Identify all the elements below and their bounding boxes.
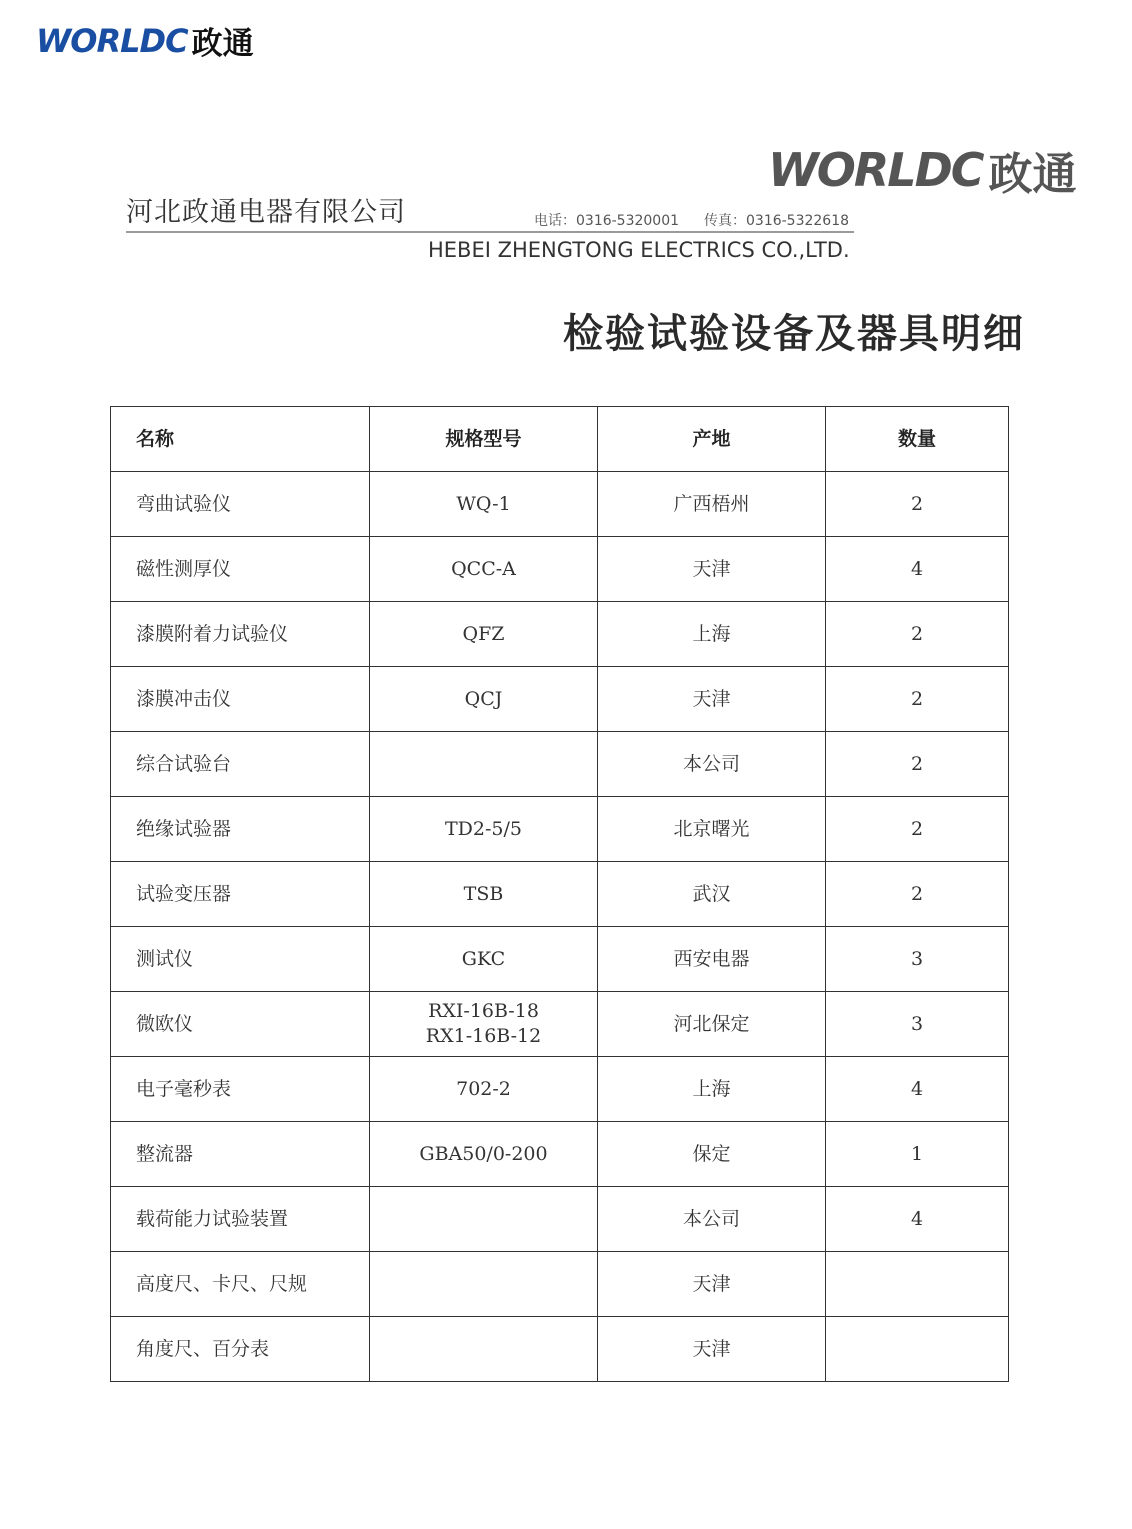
cell-quantity <box>826 1317 1009 1382</box>
cell-model <box>370 992 598 1057</box>
cell-origin: 武汉 <box>598 862 826 927</box>
table-row <box>111 602 1009 667</box>
cell-name: 微欧仪 <box>111 992 370 1057</box>
cell-model <box>370 862 598 927</box>
model-line: TSB <box>463 882 504 905</box>
table-row <box>111 797 1009 862</box>
table-row <box>111 927 1009 992</box>
cell-quantity: 3 <box>826 927 1009 992</box>
cell-origin: 广西梧州 <box>598 472 826 537</box>
cell-origin: 上海 <box>598 1057 826 1122</box>
cell-model <box>370 1122 598 1187</box>
table-row <box>111 732 1009 797</box>
table-row <box>111 472 1009 537</box>
cell-name: 漆膜冲击仪 <box>111 667 370 732</box>
model-line: RX1-16B-12 <box>425 1025 542 1047</box>
model-line: 702-2 <box>456 1077 511 1100</box>
company-name-en: HEBEI ZHENGTONG ELECTRICS CO.,LTD. <box>428 238 850 262</box>
cell-quantity: 2 <box>826 472 1009 537</box>
model-line: QFZ <box>462 622 505 645</box>
fax-number: 传真：0316-5322618 <box>704 213 850 229</box>
cell-name: 高度尺、卡尺、尺规 <box>111 1252 370 1317</box>
cell-name: 磁性测厚仪 <box>111 537 370 602</box>
cell-model <box>370 667 598 732</box>
cell-model <box>370 1057 598 1122</box>
cell-name: 电子毫秒表 <box>111 1057 370 1122</box>
table-row <box>111 862 1009 927</box>
cell-quantity: 4 <box>826 537 1009 602</box>
cell-name: 绝缘试验器 <box>111 797 370 862</box>
cell-origin: 天津 <box>598 667 826 732</box>
header-name: 名称 <box>111 407 370 472</box>
cell-quantity: 2 <box>826 602 1009 667</box>
cell-origin: 北京曙光 <box>598 797 826 862</box>
table-row <box>111 1187 1009 1252</box>
cell-quantity: 2 <box>826 667 1009 732</box>
cell-quantity: 2 <box>826 732 1009 797</box>
table-row <box>111 537 1009 602</box>
cell-quantity: 4 <box>826 1187 1009 1252</box>
cell-model <box>370 927 598 992</box>
cell-quantity: 2 <box>826 797 1009 862</box>
letterhead-divider <box>126 231 854 233</box>
company-name-cn: 河北政通电器有限公司 <box>126 197 406 228</box>
header-model: 规格型号 <box>370 407 598 472</box>
cell-quantity: 1 <box>826 1122 1009 1187</box>
logo-latin-text: WORLDC <box>768 143 983 197</box>
cell-origin: 保定 <box>598 1122 826 1187</box>
cell-origin: 天津 <box>598 537 826 602</box>
cell-name: 综合试验台 <box>111 732 370 797</box>
cell-origin: 河北保定 <box>598 992 826 1057</box>
table-header-row <box>111 407 1009 472</box>
table-row <box>111 1122 1009 1187</box>
model-line: TD2-5/5 <box>445 817 522 840</box>
model-line: RXI-16B-18 <box>428 1000 539 1022</box>
model-line: GKC <box>461 947 506 970</box>
logo-cn-text: 政通 <box>988 149 1077 200</box>
cell-quantity: 3 <box>826 992 1009 1057</box>
cell-origin: 本公司 <box>598 732 826 797</box>
cell-name: 整流器 <box>111 1122 370 1187</box>
logo-latin-text: WORLDC <box>36 21 188 60</box>
logo-cn-text: 政通 <box>191 26 254 62</box>
cell-name: 载荷能力试验装置 <box>111 1187 370 1252</box>
equipment-table <box>110 406 1009 1382</box>
cell-name: 角度尺、百分表 <box>111 1317 370 1382</box>
cell-model <box>370 602 598 667</box>
cell-origin: 天津 <box>598 1317 826 1382</box>
model-line: QCJ <box>464 687 503 710</box>
cell-model <box>370 732 598 797</box>
cell-model <box>370 1187 598 1252</box>
cell-name: 试验变压器 <box>111 862 370 927</box>
cell-origin: 天津 <box>598 1252 826 1317</box>
cell-model <box>370 537 598 602</box>
cell-origin: 西安电器 <box>598 927 826 992</box>
table-row <box>111 1057 1009 1122</box>
cell-model <box>370 472 598 537</box>
table-row <box>111 1317 1009 1382</box>
cell-origin: 上海 <box>598 602 826 667</box>
table-row <box>111 667 1009 732</box>
header-quantity: 数量 <box>826 407 1009 472</box>
model-line: WQ-1 <box>456 492 511 515</box>
table-row <box>111 1252 1009 1317</box>
cell-model <box>370 797 598 862</box>
model-line: GBA50/0-200 <box>419 1142 548 1165</box>
model-line: QCC-A <box>451 557 516 580</box>
telephone-number: 电话：0316-5320001 <box>534 213 680 229</box>
cell-quantity <box>826 1252 1009 1317</box>
worldc-logo-top <box>36 18 254 63</box>
cell-name: 测试仪 <box>111 927 370 992</box>
cell-quantity: 4 <box>826 1057 1009 1122</box>
cell-model <box>370 1252 598 1317</box>
cell-name: 弯曲试验仪 <box>111 472 370 537</box>
document-title: 检验试验设备及器具明细 <box>563 311 1025 357</box>
cell-quantity: 2 <box>826 862 1009 927</box>
worldc-logo-letterhead <box>768 138 1077 202</box>
cell-model <box>370 1317 598 1382</box>
header-origin: 产地 <box>598 407 826 472</box>
table-row <box>111 992 1009 1057</box>
cell-name: 漆膜附着力试验仪 <box>111 602 370 667</box>
cell-origin: 本公司 <box>598 1187 826 1252</box>
